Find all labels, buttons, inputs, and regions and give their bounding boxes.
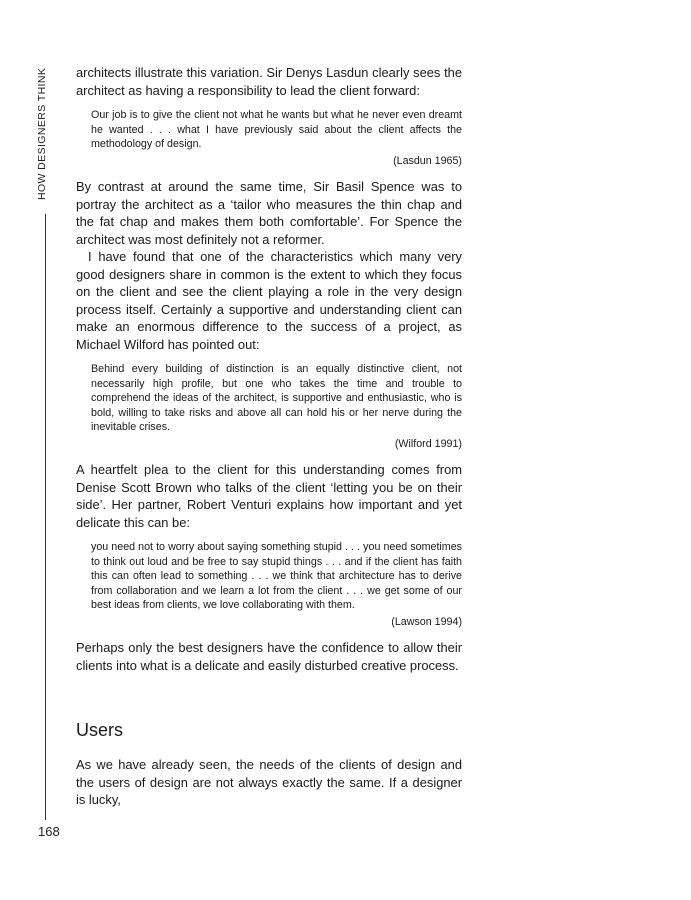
running-head: [36, 67, 48, 212]
page-number: 168: [38, 824, 60, 839]
quote-text: Behind every building of distinction is an equally distinctive client, not necessarily high profile, but one who takes the time and trouble to comprehend the ideas of the architect, is supportive and enthusiastic, who is bold, willing to take risks and above all can hold his or her nerve during the inevitable crises.: [91, 363, 462, 433]
paragraph-scott-brown: A heartfelt plea to the client for this understanding comes from Denise Scott Brown who talks of the client ‘letting you be on their side’. Her partner, Robert Venturi explains how important and yet delicate this can be:: [76, 462, 462, 530]
section-heading: Users: [76, 720, 124, 740]
paragraph-designers-client: I have found that one of the characteristics which many very good designers share in common is the extent to which they focus on the client and see the client playing a role in the very design process itself. Certainly a supportive and understanding client can make an enormous difference to the success of a project, as Michael Wilford has pointed out:: [76, 249, 462, 352]
quote-citation: (Wilford 1991): [394, 437, 462, 450]
running-head-text: HOW DESIGNERS THINK: [36, 67, 48, 200]
quote-text: you need not to worry about saying something stupid . . . you need sometimes to think out loud and be free to say stupid things . . . and if the client has faith this can often lead to something . . . we think that architecture has to derive from collaboration and we learn a lot from the client . . . we get some of our best ideas from clients, we love collaborating with them.: [91, 541, 462, 611]
paragraph-best-designers: Perhaps only the best designers have the confidence to allow their clients into what is a delicate and easily disturbed creative process.: [76, 640, 462, 673]
running-head-rule: [45, 214, 46, 820]
paragraph-users: As we have already seen, the needs of the clients of design and the users of design are not always exactly the same. If a designer is lucky,: [76, 757, 462, 807]
paragraph-lasdun-intro: architects illustrate this variation. Sir Denys Lasdun clearly sees the architect as having a responsibility to lead the client forward:: [76, 65, 462, 98]
block-quote-wilford: [91, 362, 462, 451]
quote-citation: (Lasdun 1965): [393, 154, 462, 167]
block-quote-venturi: [91, 540, 462, 629]
paragraph-spence: By contrast at around the same time, Sir Basil Spence was to portray the architect as a ‘tailor who measures the thin chap and the fat chap and makes them both comfortable’. For Spence the architect was most definitely not a reformer.: [76, 179, 462, 247]
block-quote-lasdun: [91, 108, 462, 168]
quote-text: Our job is to give the client not what he wants but what he never even dreamt he wanted . . . what I have previously said about the client affects the methodology of design.: [91, 109, 462, 150]
main-text: [76, 64, 462, 809]
quote-citation: (Lawson 1994): [391, 615, 462, 628]
